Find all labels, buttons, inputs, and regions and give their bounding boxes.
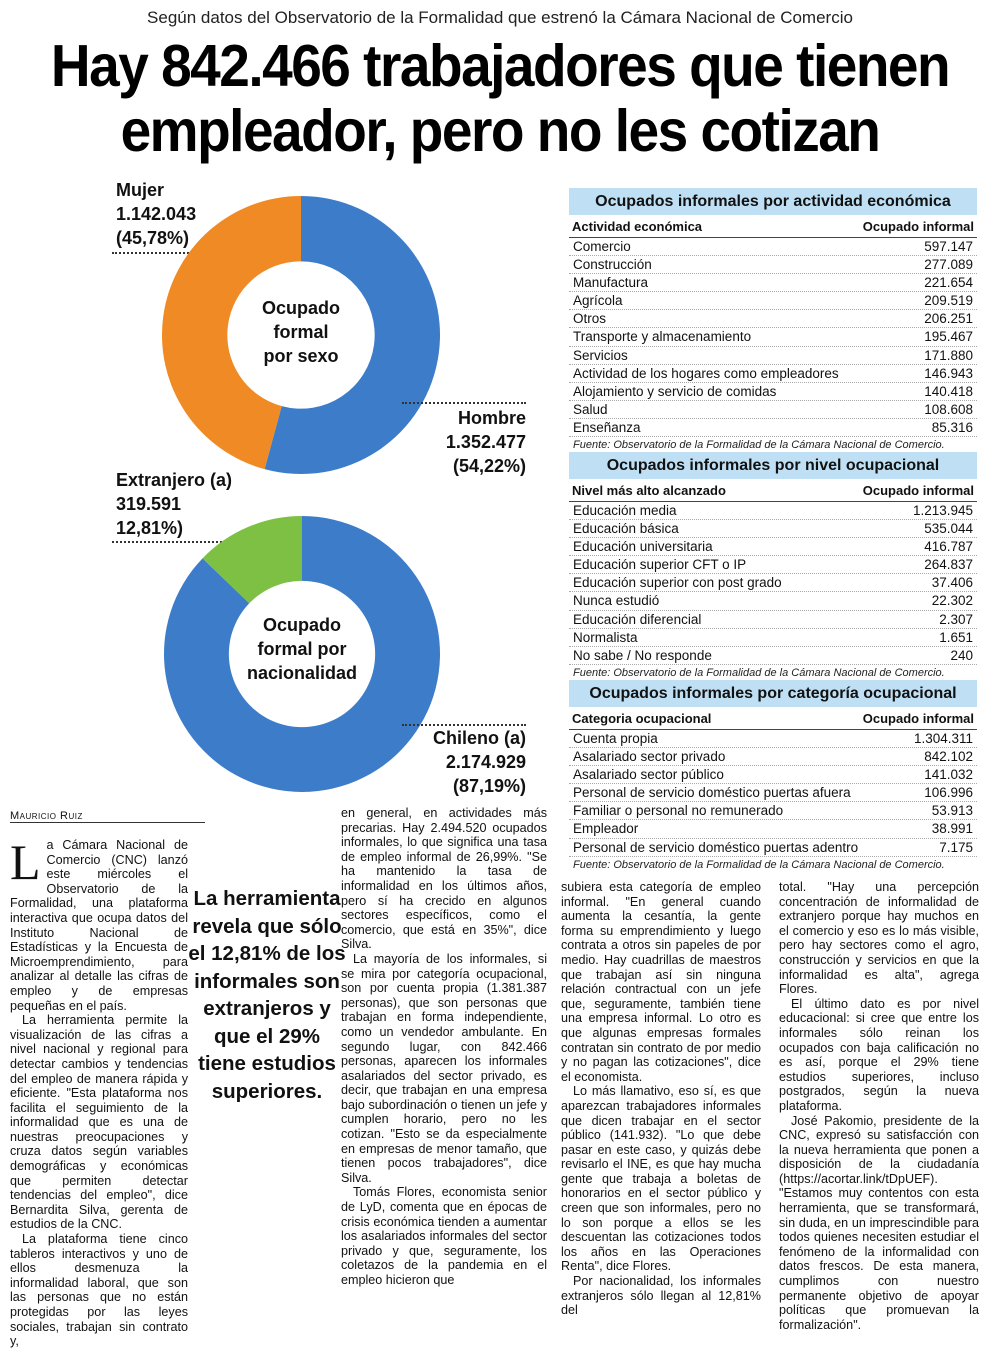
table-cell-value: 209.519 <box>924 293 973 309</box>
article-column-2 <box>341 806 547 1288</box>
table-col2-header: Ocupado informal <box>862 711 974 726</box>
label-mujer-value: 1.142.043 <box>116 204 197 224</box>
table-row <box>569 419 977 437</box>
table-cell-value: 842.102 <box>924 749 973 765</box>
table-cell-label: Servicios <box>573 347 628 363</box>
headline <box>0 33 1000 163</box>
table-cell-label: Familiar o personal no remunerado <box>573 803 784 819</box>
table-row <box>569 748 977 766</box>
table-cell-value: 1.651 <box>939 629 973 645</box>
table-row <box>569 401 977 419</box>
table-cell-label: Educación superior con post grado <box>573 575 782 591</box>
table-cell-value: 171.880 <box>924 347 973 363</box>
table-cell-value: 277.089 <box>924 257 973 273</box>
leader-line-hombre <box>402 402 526 404</box>
article-paragraph: La mayoría de los informales, si se mira por categoría ocupacional, son por cuenta propia (1.381.387 personas), que son personas que trabajan en forma independiente, como un vendedor ambulante. En segundo lugar, con 842.466 personas, aparecen los informales asalariados del sector privado, es decir, que trabajan en una empresa bajo subordinación o tienen un jefe y cumplen horario, pero no les cotizan. "Esto se da especialmente en empresas de menor tamaño, que tienen pocos trabajadores", dice Silva. <box>341 951 547 1185</box>
table-cell-value: 53.913 <box>931 803 973 819</box>
table-header <box>569 709 977 730</box>
table-cell-value: 597.147 <box>924 239 973 254</box>
table-cell-label: Personal de servicio doméstico puertas adentro <box>573 839 859 855</box>
table-cell-label: Educación universitaria <box>573 539 713 555</box>
byline-divider <box>10 822 205 823</box>
table-row <box>569 647 977 665</box>
table-cell-value: 206.251 <box>924 311 973 327</box>
table-row <box>569 274 977 292</box>
table-cell-label: Educación diferencial <box>573 611 702 627</box>
table-cell-value: 416.787 <box>924 539 973 555</box>
donut-sexo-label-hombre <box>400 406 526 478</box>
label-extranjero-pct: 12,81%) <box>116 518 184 538</box>
article-column-3 <box>561 880 761 1318</box>
table-title: Ocupados informales por nivel ocupacional <box>569 452 977 479</box>
label-mujer-pct: (45,78%) <box>116 228 190 248</box>
table-cell-value: 140.418 <box>924 383 973 399</box>
table-cell-label: Enseñanza <box>573 419 641 435</box>
donut-chart-nacionalidad <box>164 516 440 792</box>
table-row <box>569 556 977 574</box>
headline-line-2: empleador, pero no les cotizan <box>120 96 880 164</box>
table-cell-label: Asalariado sector público <box>573 767 724 783</box>
table-row <box>569 256 977 274</box>
table-nivel-ocupacional <box>569 452 977 681</box>
table-cell-label: Comercio <box>573 239 631 254</box>
label-extranjero-value: 319.591 <box>116 494 182 514</box>
table-row <box>569 784 977 802</box>
table-cell-label: Actividad de los hogares como empleadores <box>573 365 839 381</box>
table-cell-label: Nunca estudió <box>573 593 660 609</box>
headline-line-1: Hay 842.466 trabajadores que tienen <box>50 32 950 100</box>
article-paragraph: en general, en actividades más precarias. Hay 2.494.520 ocupados informales, lo que significa una tasa de empleo informal de 26,99%. "Se ha mantenido la tasa de informalidad en los últimos años, pero sí ha crecido en algunos sectores específicos, como el comercio, que está en 35%", dice Silva. <box>341 806 547 952</box>
table-cell-value: 141.032 <box>924 767 973 783</box>
table-cell-label: Cuenta propia <box>573 731 658 746</box>
donut-nac-title-3: nacionalidad <box>246 663 358 683</box>
table-cell-value: 1.304.311 <box>913 731 973 746</box>
donut-nac-title-1: Ocupado <box>262 615 342 635</box>
label-chileno-name: Chileno (a) <box>433 728 526 748</box>
label-mujer-name: Mujer <box>116 180 165 200</box>
label-hombre-name: Hombre <box>457 408 526 428</box>
table-cell-label: No sabe / No responde <box>573 647 712 663</box>
table-cell-label: Salud <box>573 401 608 417</box>
donut-nac-title-2: formal por <box>257 639 347 659</box>
table-row <box>569 574 977 592</box>
article-paragraph: La plataforma tiene cinco tableros interactivos y uno de ellos desmenuza la informalidad laboral, que son las personas que no están protegidas por las leyes sociales, trabajan sin contrato y, <box>10 1232 188 1349</box>
table-cell-label: Manufactura <box>573 275 649 291</box>
table-cell-value: 38.991 <box>931 821 973 837</box>
table-row <box>569 629 977 647</box>
table-actividad-economica <box>569 188 977 453</box>
table-cell-label: Educación superior CFT o IP <box>573 557 747 573</box>
table-cell-label: Educación media <box>573 503 677 518</box>
table-cell-value: 240 <box>950 647 973 663</box>
table-col2-header: Ocupado informal <box>862 483 974 498</box>
table-title: Ocupados informales por categoría ocupacional <box>569 680 977 707</box>
kicker: Según datos del Observatorio de la Formalidad que estrenó la Cámara Nacional de Comercio <box>147 8 853 27</box>
article-paragraph: subiera esta categoría de empleo informal. "En general cuando aumenta la cesantía, la gente forma su emprendimiento y luego contrata a otros sin papeles de por medio. Hay cuadrillas de maestros que trabajan así sin ninguna relación contractual con un jefe que, seguramente, también tiene una empresa informal. Lo otro es que algunas empresas formales contratan sin contrato de por medio y no pagan las cotizaciones", dice el economista. <box>561 880 761 1084</box>
table-row <box>569 820 977 838</box>
table-header <box>569 217 977 238</box>
donut-chart-sexo <box>162 196 440 474</box>
article-paragraph: La herramienta permite la visualización de las cifras a nivel nacional y regional para detectar cambios y tendencias del empleo de manera rápida y eficiente. "Esta plataforma nos facilita el seguimiento de la informalidad que es una de nuestras preocupaciones y cruza datos según variables demográficas y económicas que permiten detectar tendencias del empleo", dice Bernardita Silva, gerenta de estudios de la CNC. <box>10 1013 188 1232</box>
table-source: Fuente: Observatorio de la Formalidad de la Cámara Nacional de Comercio. <box>573 439 945 452</box>
article-column-4 <box>779 880 979 1332</box>
table-row <box>569 383 977 401</box>
donut-sexo-title-2: formal <box>273 322 329 342</box>
table-row <box>569 611 977 629</box>
byline: Mauricio Ruiz <box>10 810 83 822</box>
table-row <box>569 365 977 383</box>
label-extranjero-name: Extranjero (a) <box>116 470 233 490</box>
table-title: Ocupados informales por actividad económica <box>569 188 977 215</box>
donut-sexo-title-1: Ocupado <box>261 298 341 318</box>
table-cell-value: 37.406 <box>931 575 973 591</box>
table-cell-label: Construcción <box>573 257 652 273</box>
article-paragraph: Por nacionalidad, los informales extranjeros sólo llegan al 12,81% del <box>561 1274 761 1318</box>
table-col1-header: Nivel más alto alcanzado <box>572 483 726 498</box>
table-row <box>569 538 977 556</box>
dropcap: L <box>10 834 41 890</box>
paragraph-text: a Cámara Nacional de Comercio (CNC) lanzó este miércoles el Observatorio de la Formalidad, una plataforma interactiva que ocupa datos del Instituto Nacional de Estadísticas y la Encuesta de Microemprendimiento, para analizar al detalle las cifras de empleo y de empresas pequeñas en el país. <box>10 838 188 1013</box>
table-cell-label: Empleador <box>573 821 639 837</box>
article-paragraph <box>10 834 188 1013</box>
table-row <box>569 310 977 328</box>
table-cell-label: Otros <box>573 311 607 327</box>
table-cell-value: 2.307 <box>939 611 973 627</box>
table-cell-value: 1.213.945 <box>912 503 973 518</box>
table-row <box>569 347 977 365</box>
table-row <box>569 730 977 748</box>
table-row <box>569 502 977 520</box>
table-row <box>569 328 977 346</box>
donut-sexo-title-3: por sexo <box>263 346 339 366</box>
table-row <box>569 520 977 538</box>
table-cell-value: 108.608 <box>924 401 973 417</box>
table-source: Fuente: Observatorio de la Formalidad de la Cámara Nacional de Comercio. <box>573 858 945 871</box>
label-chileno-pct: (87,19%) <box>452 776 526 796</box>
table-col2-header: Ocupado informal <box>862 219 974 234</box>
donut-nac-label-chileno <box>400 726 526 798</box>
table-cell-label: Asalariado sector privado <box>573 749 726 765</box>
table-cell-value: 195.467 <box>924 329 973 345</box>
table-cell-value: 146.943 <box>924 365 973 381</box>
article-paragraph: Lo más llamativo, eso sí, es que aparezcan trabajadores informales que dicen trabajar en el sector público (141.932). "Lo que debe pasar en este caso, y quizás debe revisarlo el INE, es que hay mucha gente que trabaja a boletas de honorarios en el sector público y creen que son informales, pero no lo son porque a ellos se les descuentan las cotizaciones todos los años en las Operaciones Renta", dice Flores. <box>561 1084 761 1274</box>
article-paragraph: total. "Hay una percepción concentración de informalidad de extranjero porque hay muchos en el comercio y eso es lo más visible, pero hay sectores como el agro, construcción y servicios en que la informalidad es alta", agrega Flores. <box>779 880 979 997</box>
table-cell-label: Personal de servicio doméstico puertas afuera <box>573 785 851 801</box>
table-cell-value: 85.316 <box>931 419 973 435</box>
table-row <box>569 839 977 857</box>
article-column-1 <box>10 834 188 1349</box>
table-cell-label: Agrícola <box>573 293 623 309</box>
table-source: Fuente: Observatorio de la Formalidad de la Cámara Nacional de Comercio. <box>573 666 945 679</box>
label-hombre-value: 1.352.477 <box>445 432 526 452</box>
table-cell-label: Educación básica <box>573 521 679 537</box>
label-hombre-pct: (54,22%) <box>452 456 526 476</box>
table-categoria-ocupacional <box>569 680 977 873</box>
article-paragraph: El último dato es por nivel educacional: si cree que entre los informales sólo reinan los ocupados con baja calificación no es así, porque el 29% tiene estudios superiores, incluso postgrados, según la nueva plataforma. <box>779 996 979 1113</box>
table-cell-value: 106.996 <box>924 785 973 801</box>
table-col1-header: Categoria ocupacional <box>572 711 712 726</box>
table-cell-label: Normalista <box>573 629 638 645</box>
table-cell-value: 22.302 <box>931 593 973 609</box>
table-cell-label: Alojamiento y servicio de comidas <box>573 383 777 399</box>
table-cell-value: 264.837 <box>924 557 973 573</box>
table-row <box>569 802 977 820</box>
table-row <box>569 592 977 610</box>
pull-quote: La herramienta revela que sólo el 12,81% de los informales son extranjeros y que el 29% tiene estudios superiores. <box>188 887 346 1103</box>
table-row <box>569 238 977 256</box>
table-cell-label: Transporte y almacenamiento <box>573 329 752 345</box>
table-row <box>569 292 977 310</box>
table-cell-value: 7.175 <box>939 839 973 855</box>
table-header <box>569 481 977 502</box>
table-cell-value: 535.044 <box>924 521 973 537</box>
table-col1-header: Actividad económica <box>572 219 703 234</box>
table-cell-value: 221.654 <box>924 275 973 291</box>
article-paragraph: José Pakomio, presidente de la CNC, expresó su satisfacción con la nueva herramienta que ponen a disposición de la ciudadanía (https://acortar.link/tDpUEF). "Estamos muy contentos con esta herramienta, que se transformará, sin duda, en un imprescindible para todos quienes necesiten estudiar el fenómeno de la informalidad con datos frescos. De esta manera, cumplimos con nuestro permanente objetivo de apoyar políticas que promuevan la formalización". <box>779 1113 979 1332</box>
table-row <box>569 766 977 784</box>
article-paragraph: Tomás Flores, economista senior de LyD, comenta que en épocas de crisis económica tienden a aumentar los asalariados informales del sector privado y que, seguramente, los coletazos de la pandemia en el empleo hicieron que <box>341 1185 547 1287</box>
label-chileno-value: 2.174.929 <box>445 752 526 772</box>
